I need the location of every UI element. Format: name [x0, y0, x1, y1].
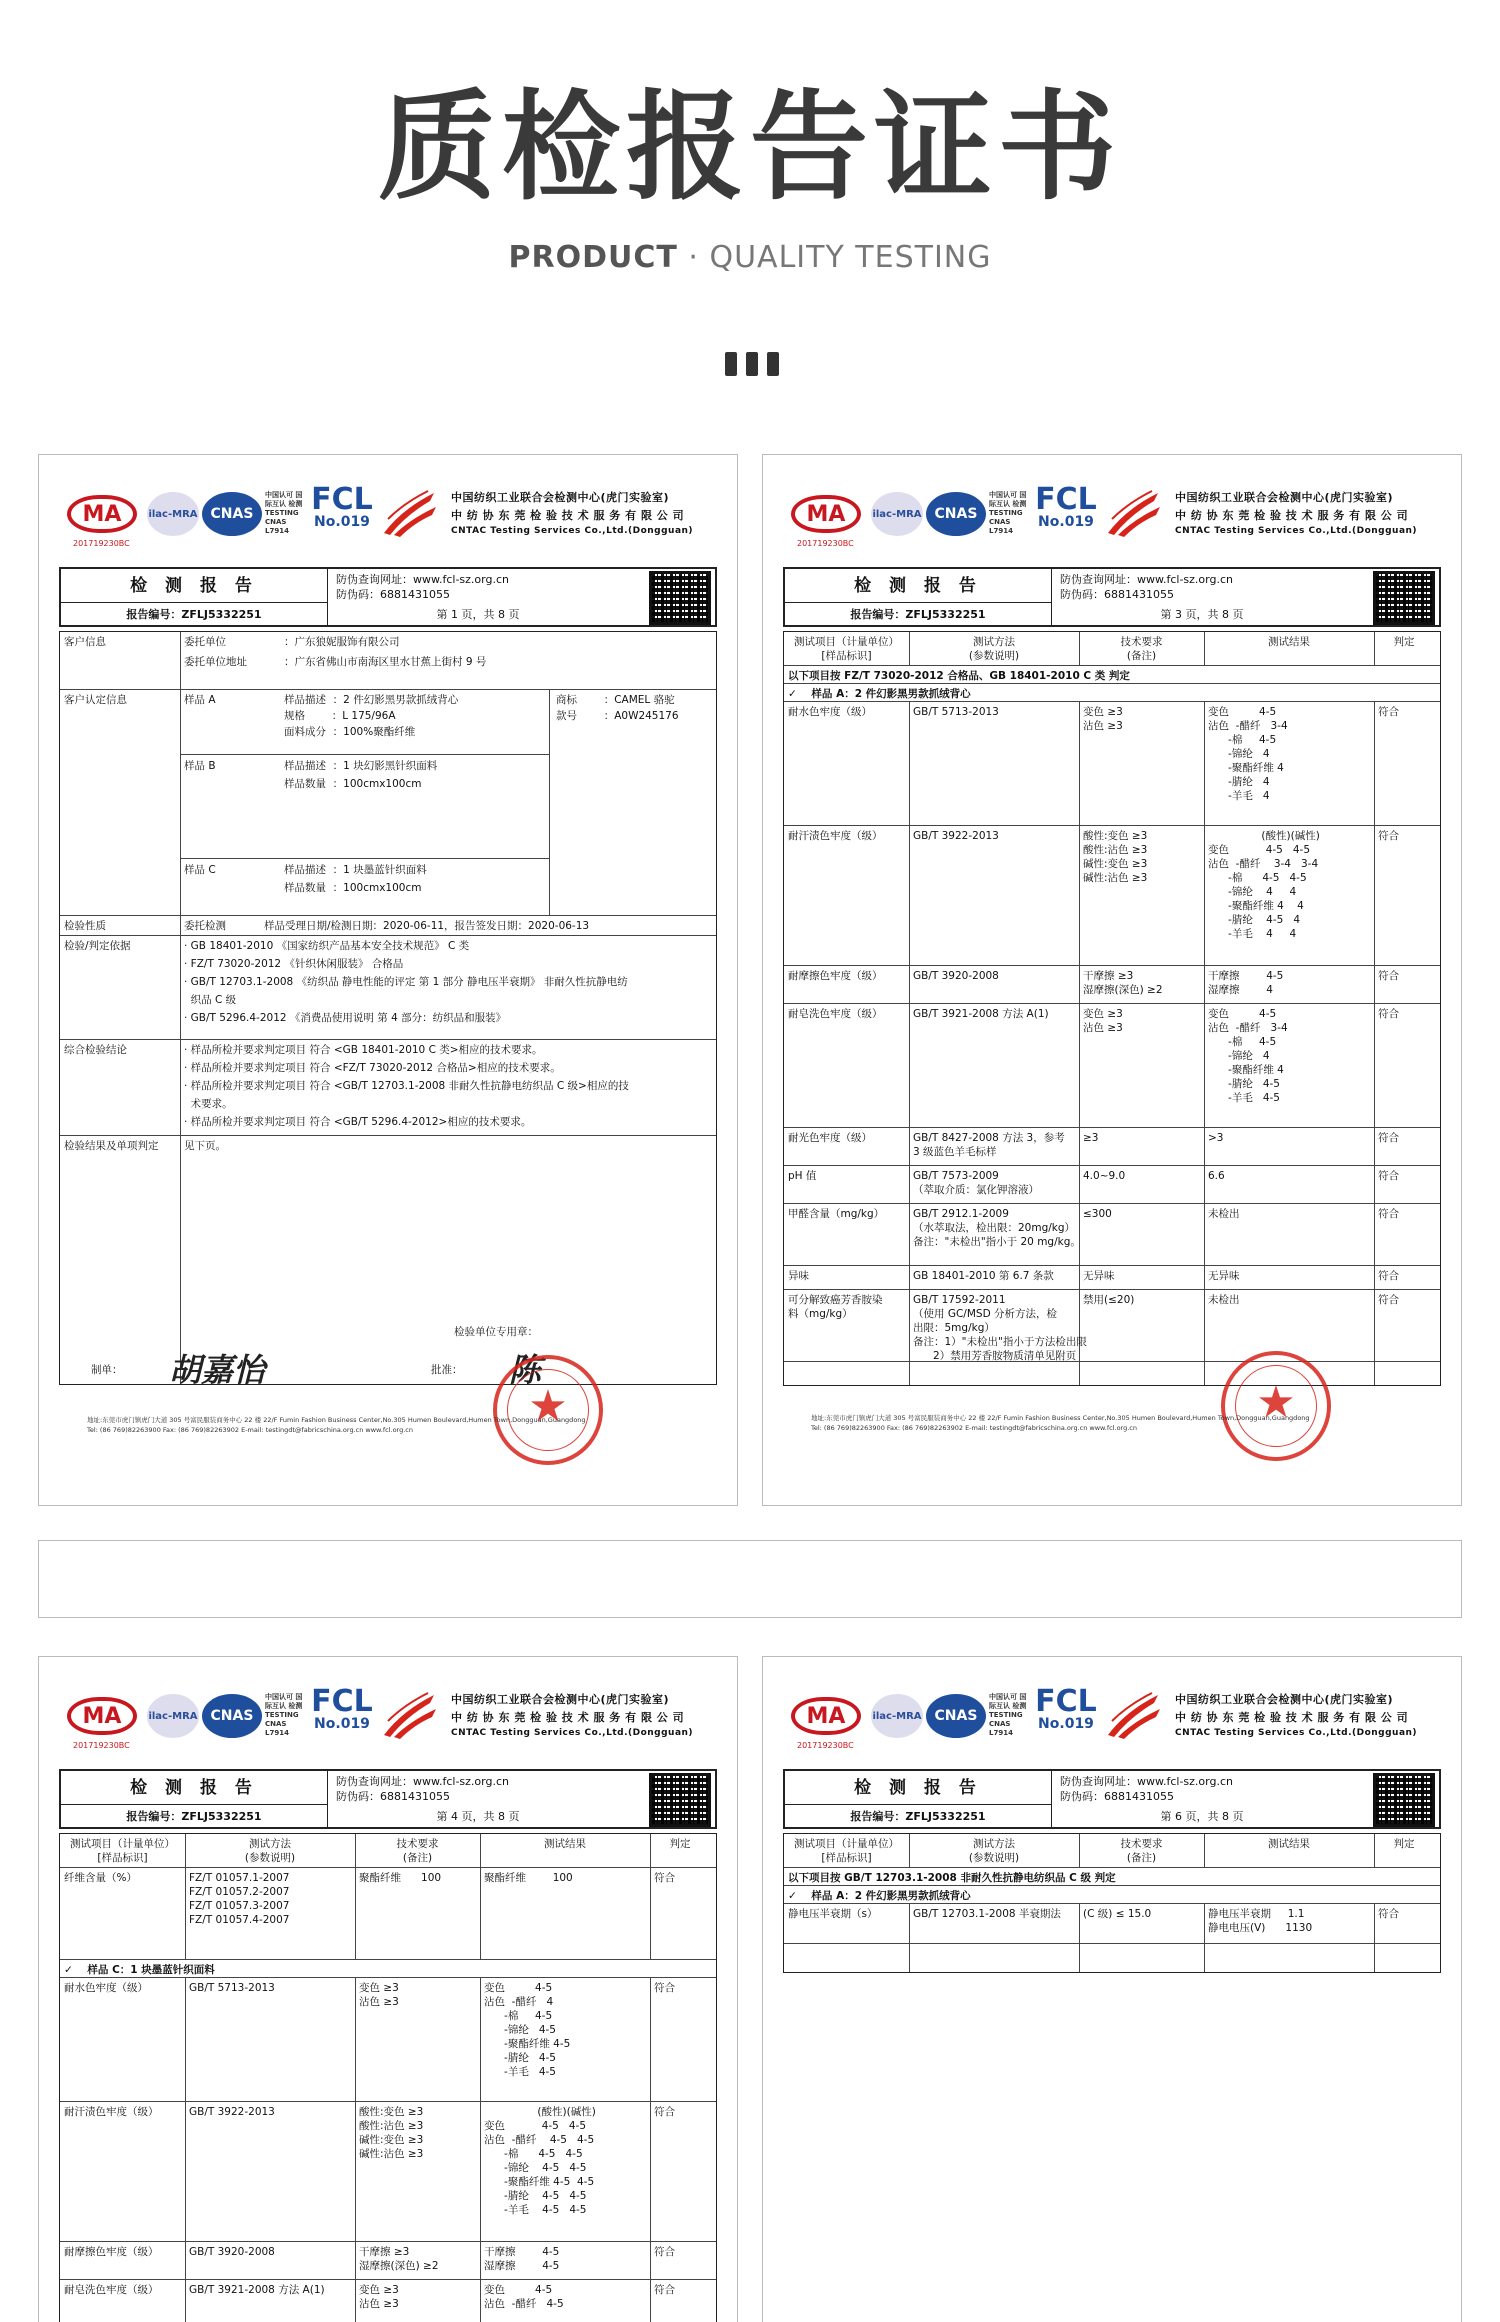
page-header — [0, 0, 1500, 420]
anti-fake-url: 防伪查询网址：www.fcl-sz.org.cn — [1060, 573, 1233, 586]
table-cell: 耐摩擦色牢度（级） — [788, 970, 883, 982]
table-cell: 符合 — [1378, 1008, 1399, 1020]
conclusion-3: · 样品所检并要求判定项目 符合 <GB/T 12703.1-2008 非耐久性抗静电纺织品 C 级>相应的技 — [184, 1080, 629, 1092]
inspection-type: 委托检测 — [184, 920, 226, 932]
subtitle-quality: QUALITY TESTING — [709, 240, 992, 275]
fcl-label: FCL — [311, 482, 373, 517]
report-title-box — [59, 567, 717, 627]
table-cell: 变色 4-5 沾色 -醋纤 4 -棉 4-5 -锦纶 4-5 -聚酯纤维 4-5 -腈纶 4-5 -羊毛 4-5 — [484, 1982, 571, 2078]
table-cell: GB/T 17592-2011 （使用 GC/MSD 分析方法，检 出限：5mg/kg） 备注：1）"未检出"指小于方法检出限 2）禁用芳香胺物质清单见附页 — [913, 1294, 1087, 1362]
table-cell: GB 18401-2010 第 6.7 条款 — [913, 1270, 1054, 1282]
flag-logo-icon — [1106, 489, 1161, 539]
org-name-en: CNTAC Testing Services Co.,Ltd.(Dongguan) — [1175, 526, 1418, 536]
table-row — [60, 1978, 716, 2102]
table-cell: 6.6 — [1208, 1170, 1225, 1182]
table-cell: 耐皂洗色牢度（级） — [788, 1008, 883, 1020]
table-cell: 变色 ≥3 沾色 ≥3 — [359, 1982, 399, 2008]
table-cell: 变色 4-5 沾色 -醋纤 3-4 -棉 4-5 -锦纶 4 -聚酯纤维 4 -腈纶 4 -羊毛 4 — [1208, 706, 1288, 802]
table-cell: GB/T 3921-2008 方法 A(1) — [189, 2284, 325, 2296]
conclusion-4: · 样品所检并要求判定项目 符合 <GB/T 5296.4-2012>相应的技术要求。 — [184, 1116, 532, 1128]
table-cell: GB/T 3920-2008 — [913, 970, 999, 982]
accreditation-mark-icon: 中国认可 国际互认 检测 TESTING CNAS L7914 — [265, 491, 303, 535]
table-cell: GB/T 3921-2008 方法 A(1) — [913, 1008, 1049, 1020]
table-cell: 变色 ≥3 沾色 ≥3 — [1083, 706, 1123, 732]
report-number: 报告编号：ZFLJ5332251 — [61, 1805, 328, 1829]
org-name-company: 中 纺 协 东 莞 检 验 技 术 服 务 有 限 公 司 — [1175, 509, 1409, 522]
table-row — [784, 702, 1440, 826]
results-table — [783, 631, 1441, 1386]
table-cell: 符合 — [1378, 970, 1399, 982]
cnas-logo-icon: CNAS — [202, 492, 262, 536]
column-header — [480, 1834, 650, 1854]
inspection-dates: 样品受理日期/检测日期：2020-06-11，报告签发日期：2020-06-13 — [264, 920, 590, 932]
sample-b-label: 样品 B — [184, 760, 216, 772]
table-cell: 静电压半衰期（s） — [788, 1908, 878, 1920]
conclusion-3-cont: 术要求。 — [184, 1098, 233, 1110]
maker-signature: 胡嘉怡 — [169, 1351, 266, 1389]
column-header-text: [样品标识] — [97, 1852, 148, 1864]
subtitle-product: PRODUCT — [508, 240, 678, 275]
table-cell: 变色 ≥3 沾色 ≥3 — [1083, 1008, 1123, 1034]
table-header — [784, 1834, 1440, 1868]
column-header — [909, 1834, 1079, 1868]
org-name-company: 中 纺 协 东 莞 检 验 技 术 服 务 有 限 公 司 — [451, 509, 685, 522]
report-card-page-4 — [38, 1656, 738, 2322]
footer-address: 地址:东莞市虎门镇虎门大道 305 号富民服装商务中心 22 楼 22/F Fumin Fashion Business Center,No.305 Humen Boulevard,Humen Town,Dongguan,Guangdong — [87, 1416, 586, 1424]
accreditation-mark-icon: 中国认可 国际互认 检测 TESTING CNAS L7914 — [265, 1693, 303, 1737]
table-cell: 干摩擦 4-5 湿摩擦 4-5 — [484, 2246, 560, 2272]
table-cell: 聚酯纤维 100 — [484, 1872, 573, 1884]
report-title-box — [783, 1769, 1441, 1829]
table-cell: 耐水色牢度（级） — [64, 1982, 148, 1994]
table-cell: GB/T 5713-2013 — [189, 1982, 275, 1994]
confirmed-info-label: 客户认定信息 — [64, 694, 127, 706]
official-seal-icon — [1221, 1351, 1331, 1461]
ilac-mra-logo-icon: ilac-MRA — [147, 492, 199, 536]
official-seal-icon — [493, 1355, 603, 1465]
cma-logo-icon: MA — [791, 1697, 861, 1735]
results-value: 见下页。 — [184, 1140, 226, 1152]
sample-a-spec: 规格 ：L 175/96A — [284, 710, 396, 722]
section-heading — [784, 1868, 1440, 1886]
table-cell: GB/T 12703.1-2008 半衰期法 — [913, 1908, 1061, 1920]
fcl-logo-icon — [1033, 1684, 1099, 1741]
basis-3-cont: 织品 C 级 — [184, 994, 237, 1006]
table-cell: 可分解致癌芳香胺染 料（mg/kg） — [788, 1294, 883, 1320]
org-name-company: 中 纺 协 东 莞 检 验 技 术 服 务 有 限 公 司 — [1175, 1711, 1409, 1724]
org-name-en: CNTAC Testing Services Co.,Ltd.(Dongguan) — [1175, 1728, 1418, 1738]
table-cell: 未检出 — [1208, 1208, 1240, 1220]
report-footer — [811, 1413, 1421, 1433]
client-key: 委托单位 — [184, 636, 226, 648]
fcl-logo-icon — [309, 1684, 375, 1741]
fcl-number: No.019 — [1038, 514, 1094, 530]
anti-fake-code: 防伪码：6881431055 — [1060, 588, 1174, 601]
table-row — [784, 1004, 1440, 1128]
table-header — [784, 632, 1440, 666]
cma-logo-icon: MA — [791, 495, 861, 533]
table-row — [784, 826, 1440, 966]
report-card-page-1 — [38, 454, 738, 1506]
anti-fake-info — [1060, 1774, 1233, 1804]
column-header-text: 测试结果 — [1268, 1838, 1310, 1850]
sample-c-label: 样品 C — [184, 864, 216, 876]
section-heading — [784, 666, 1440, 684]
table-row — [784, 966, 1440, 1004]
table-cell: pH 值 — [788, 1170, 817, 1182]
column-header-text: 测试方法 — [973, 1838, 1015, 1850]
table-cell: 未检出 — [1208, 1294, 1240, 1306]
basis-3: · GB/T 12703.1-2008 《纺织品 静电性能的评定 第 1 部分 静电压半衰期》 非耐久性抗静电纺 — [184, 976, 628, 988]
report-title-box — [783, 567, 1441, 627]
table-cell: 耐汗渍色牢度（级） — [788, 830, 883, 842]
table-cell: GB/T 3920-2008 — [189, 2246, 275, 2258]
column-header-text: (参数说明) — [968, 1852, 1020, 1864]
column-header — [909, 632, 1079, 666]
page-subtitle — [0, 240, 1500, 275]
sample-c-desc: 样品描述 ：1 块墨蓝针织面料 — [284, 864, 427, 876]
fcl-logo-icon — [309, 482, 375, 539]
table-cell: 符合 — [1378, 1294, 1399, 1306]
column-header-text: 技术要求 — [1120, 636, 1163, 648]
client-value: ：广东狼妮服饰有限公司 — [284, 636, 400, 648]
table-cell: 符合 — [654, 1982, 675, 1994]
table-cell: 变色 4-5 沾色 -醋纤 3-4 -棉 4-5 -锦纶 4 -聚酯纤维 4 -腈纶 4-5 -羊毛 4-5 — [1208, 1008, 1288, 1104]
ilac-mra-logo-icon: ilac-MRA — [147, 1694, 199, 1738]
spacer-panel — [38, 1540, 1462, 1618]
column-header-text: 测试结果 — [1268, 636, 1310, 648]
results-table — [783, 1833, 1441, 1973]
table-cell: 符合 — [1378, 1908, 1399, 1920]
sample-c-qty: 样品数量 ：100cmx100cm — [284, 882, 422, 894]
column-header-text: 判定 — [1393, 1838, 1415, 1850]
column-header-text: (参数说明) — [968, 650, 1020, 662]
anti-fake-code: 防伪码：6881431055 — [1060, 1790, 1174, 1803]
table-cell: 酸性:变色 ≥3 酸性:沾色 ≥3 碱性:变色 ≥3 碱性:沾色 ≥3 — [1083, 830, 1148, 884]
table-cell: 变色 ≥3 沾色 ≥3 — [359, 2284, 399, 2310]
page-number: 第 3 页，共 8 页 — [1160, 608, 1244, 621]
column-header-text: (备注) — [1126, 650, 1157, 662]
section-heading-text: 以下项目按 FZ/T 73020-2012 合格品、GB 18401-2010 C 类 判定 — [788, 670, 1130, 682]
column-header-text: (备注) — [402, 1852, 433, 1864]
sample-heading-text: ✓ 样品 A：2 件幻影黑男款抓绒背心 — [788, 688, 971, 700]
table-cell: GB/T 5713-2013 — [913, 706, 999, 718]
fcl-number: No.019 — [314, 1716, 370, 1732]
basis-label: 检验/判定依据 — [64, 940, 131, 952]
qr-code-icon — [1373, 1773, 1435, 1827]
table-cell: 异味 — [788, 1270, 809, 1282]
client-info-label: 客户信息 — [64, 636, 106, 648]
table-cell: (酸性)(碱性) 变色 4-5 4-5 沾色 -醋纤 3-4 3-4 -棉 4-5 4-5 -锦纶 4 4 -聚酯纤维 4 4 -腈纶 4-5 4 -羊毛 4 4 — [1208, 830, 1320, 940]
table-cell: GB/T 3922-2013 — [913, 830, 999, 842]
table-row — [784, 1204, 1440, 1266]
accreditation-mark-icon: 中国认可 国际互认 检测 TESTING CNAS L7914 — [989, 1693, 1027, 1737]
conclusion-1: · 样品所检并要求判定项目 符合 <GB 18401-2010 C 类>相应的技术要求。 — [184, 1044, 543, 1056]
table-cell: GB/T 3922-2013 — [189, 2106, 275, 2118]
column-header — [784, 1834, 909, 1868]
column-header-text: (备注) — [1126, 1852, 1157, 1864]
table-row — [60, 2102, 716, 2242]
table-cell: 符合 — [1378, 830, 1399, 842]
table-cell: 甲醛含量（mg/kg） — [788, 1208, 885, 1220]
table-cell: 符合 — [654, 2246, 675, 2258]
approver-label: 批准： — [431, 1364, 463, 1376]
column-header — [1079, 632, 1204, 666]
anti-fake-info — [1060, 572, 1233, 602]
footer-contact: Tel: (86 769)82263900 Fax: (86 769)82263902 E-mail: testingdt@fabricschina.org.cn www.fcl.org.cn — [87, 1426, 413, 1434]
table-cell: ≥3 — [1083, 1132, 1099, 1144]
table-row — [784, 1290, 1440, 1362]
table-cell: 符合 — [1378, 706, 1399, 718]
org-name-en: CNTAC Testing Services Co.,Ltd.(Dongguan) — [451, 526, 694, 536]
column-header-text: 测试结果 — [544, 1838, 586, 1850]
table-cell: GB/T 7573-2009 （萃取介质：氯化钾溶液） — [913, 1170, 1039, 1196]
column-header — [60, 1834, 185, 1868]
sample-heading — [784, 1886, 1440, 1904]
column-header-text: 测试方法 — [973, 636, 1015, 648]
sample-a-composition: 面料成分 ：100%聚酯纤维 — [284, 726, 416, 738]
conclusion-2: · 样品所检并要求判定项目 符合 <FZ/T 73020-2012 合格品>相应的技术要求。 — [184, 1062, 561, 1074]
cnas-logo-icon: CNAS — [926, 492, 986, 536]
table-cell: >3 — [1208, 1132, 1224, 1144]
table-header — [60, 1834, 716, 1868]
column-header — [1374, 1834, 1434, 1854]
fcl-label: FCL — [311, 1684, 373, 1719]
table-cell: 干摩擦 4-5 湿摩擦 4 — [1208, 970, 1284, 996]
results-label: 检验结果及单项判定 — [64, 1140, 159, 1152]
maker-label: 制单： — [91, 1364, 123, 1376]
divider-bars-icon — [725, 352, 781, 376]
basis-1: · GB 18401-2010 《国家纺织产品基本安全技术规范》 C 类 — [184, 940, 470, 952]
approver-signature: 陈 — [509, 1351, 542, 1389]
table-cell: 纤维含量（%） — [64, 1872, 137, 1884]
cma-number: 201719230BC — [73, 539, 130, 548]
column-header — [355, 1834, 480, 1868]
table-cell: 无异味 — [1083, 1270, 1115, 1282]
report-body — [59, 631, 717, 1385]
cma-number: 201719230BC — [73, 1741, 130, 1750]
report-title: 检 测 报 告 — [785, 1771, 1052, 1805]
results-table — [59, 1833, 717, 2322]
footer-address: 地址:东莞市虎门镇虎门大道 305 号富民服装商务中心 22 楼 22/F Fumin Fashion Business Center,No.305 Humen Boulevard,Humen Town,Dongguan,Guangdong — [811, 1414, 1310, 1422]
table-cell: 酸性:变色 ≥3 酸性:沾色 ≥3 碱性:变色 ≥3 碱性:沾色 ≥3 — [359, 2106, 424, 2160]
table-cell: 符合 — [1378, 1132, 1399, 1144]
table-cell: 耐汗渍色牢度（级） — [64, 2106, 159, 2118]
anti-fake-url: 防伪查询网址：www.fcl-sz.org.cn — [1060, 1775, 1233, 1788]
page-number: 第 1 页，共 8 页 — [436, 608, 520, 621]
flag-logo-icon — [382, 489, 437, 539]
anti-fake-info — [336, 1774, 509, 1804]
style-no: 款号 ：A0W245176 — [556, 710, 679, 722]
table-cell: 耐皂洗色牢度（级） — [64, 2284, 159, 2296]
cma-number: 201719230BC — [797, 539, 854, 548]
column-header — [650, 1834, 710, 1854]
brand: 商标 ：CAMEL 骆驼 — [556, 694, 675, 706]
table-cell: 耐摩擦色牢度（级） — [64, 2246, 159, 2258]
stamp-label: 检验单位专用章： — [454, 1326, 538, 1338]
org-name-cn: 中国纺织工业联合会检测中心(虎门实验室) — [451, 1693, 670, 1706]
sample-b-desc: 样品描述 ：1 块幻影黑针织面料 — [284, 760, 438, 772]
report-header — [67, 1685, 717, 1760]
table-cell: 符合 — [1378, 1208, 1399, 1220]
column-header-text: 测试项目（计量单位） — [794, 636, 899, 648]
table-cell: 聚酯纤维 100 — [359, 1872, 442, 1884]
table-row — [784, 1166, 1440, 1204]
qr-code-icon — [649, 1773, 711, 1827]
report-title: 检 测 报 告 — [61, 1771, 328, 1805]
table-cell: 干摩擦 ≥3 湿摩擦(深色) ≥2 — [1083, 970, 1163, 996]
report-title: 检 测 报 告 — [785, 569, 1052, 603]
org-name-cn: 中国纺织工业联合会检测中心(虎门实验室) — [1175, 1693, 1394, 1706]
sample-a-desc: 样品描述 ：2 件幻影黑男款抓绒背心 — [284, 694, 459, 706]
inspection-type-label: 检验性质 — [64, 920, 106, 932]
table-cell: (C 级) ≤ 15.0 — [1083, 1908, 1152, 1920]
cnas-logo-icon: CNAS — [202, 1694, 262, 1738]
column-header-text: [样品标识] — [821, 1852, 872, 1864]
column-header — [185, 1834, 355, 1868]
sample-a-label: 样品 A — [184, 694, 216, 706]
report-title: 检 测 报 告 — [61, 569, 328, 603]
basis-4: · GB/T 5296.4-2012 《消费品使用说明 第 4 部分：纺织品和服装》 — [184, 1012, 507, 1024]
org-name-cn: 中国纺织工业联合会检测中心(虎门实验室) — [451, 491, 670, 504]
page-number: 第 4 页，共 8 页 — [436, 1810, 520, 1823]
column-header-text: 测试项目（计量单位） — [70, 1838, 175, 1850]
table-row — [60, 1868, 716, 1960]
sample-heading-text: ✓ 样品 C：1 块墨蓝针织面料 — [64, 1964, 215, 1976]
anti-fake-url: 防伪查询网址：www.fcl-sz.org.cn — [336, 1775, 509, 1788]
sample-b-qty: 样品数量 ：100cmx100cm — [284, 778, 422, 790]
table-cell: 变色 4-5 沾色 -醋纤 4-5 — [484, 2284, 564, 2310]
client-address-key: 委托单位地址 — [184, 656, 247, 668]
footer-contact: Tel: (86 769)82263900 Fax: (86 769)82263902 E-mail: testingdt@fabricschina.org.cn www.fcl.org.cn — [811, 1424, 1137, 1432]
table-cell: GB/T 2912.1-2009 （水萃取法，检出限：20mg/kg） 备注："未检出"指小于 20 mg/kg。 — [913, 1208, 1081, 1248]
report-card-page-3 — [762, 454, 1462, 1506]
table-row — [784, 1266, 1440, 1290]
report-footer — [87, 1415, 697, 1435]
anti-fake-info — [336, 572, 509, 602]
cma-logo-icon: MA — [67, 1697, 137, 1735]
column-header — [784, 632, 909, 666]
table-cell: 耐水色牢度（级） — [788, 706, 872, 718]
table-cell: 符合 — [1378, 1270, 1399, 1282]
org-name-en: CNTAC Testing Services Co.,Ltd.(Dongguan) — [451, 1728, 694, 1738]
table-cell: 干摩擦 ≥3 湿摩擦(深色) ≥2 — [359, 2246, 439, 2272]
fcl-label: FCL — [1035, 1684, 1097, 1719]
cnas-logo-icon: CNAS — [926, 1694, 986, 1738]
table-cell: 符合 — [654, 2284, 675, 2296]
report-number: 报告编号：ZFLJ5332251 — [785, 603, 1052, 627]
table-cell: 符合 — [1378, 1170, 1399, 1182]
cma-logo-icon: MA — [67, 495, 137, 533]
conclusion-label: 综合检验结论 — [64, 1044, 127, 1056]
column-header-text: 判定 — [669, 1838, 691, 1850]
ilac-mra-logo-icon: ilac-MRA — [871, 1694, 923, 1738]
sample-heading — [784, 684, 1440, 702]
column-header — [1204, 632, 1374, 652]
page-title: 质检报告证书 — [377, 78, 1122, 216]
qr-code-icon — [1373, 571, 1435, 625]
column-header-text: 测试方法 — [249, 1838, 291, 1850]
table-cell: 无异味 — [1208, 1270, 1240, 1282]
ilac-mra-logo-icon: ilac-MRA — [871, 492, 923, 536]
column-header-text: 测试项目（计量单位） — [794, 1838, 899, 1850]
sample-heading — [60, 1960, 716, 1978]
page-number: 第 6 页，共 8 页 — [1160, 1810, 1244, 1823]
report-card-page-6 — [762, 1656, 1462, 2322]
org-name-cn: 中国纺织工业联合会检测中心(虎门实验室) — [1175, 491, 1394, 504]
client-address-value: ：广东省佛山市南海区里水甘蕉上街村 9 号 — [284, 656, 487, 668]
table-cell: GB/T 8427-2008 方法 3，参考 3 级蓝色羊毛标样 — [913, 1132, 1065, 1158]
table-cell: 4.0~9.0 — [1083, 1170, 1126, 1182]
column-header-text: 技术要求 — [396, 1838, 439, 1850]
report-header — [791, 1685, 1441, 1760]
flag-logo-icon — [382, 1691, 437, 1741]
column-header — [1079, 1834, 1204, 1868]
table-cell: 禁用(≤20) — [1083, 1294, 1135, 1306]
cma-number: 201719230BC — [797, 1741, 854, 1750]
table-cell: ≤300 — [1083, 1208, 1112, 1220]
column-header-text: 技术要求 — [1120, 1838, 1163, 1850]
accreditation-mark-icon: 中国认可 国际互认 检测 TESTING CNAS L7914 — [989, 491, 1027, 535]
table-cell: 静电压半衰期 1.1 静电电压(V) 1130 — [1208, 1908, 1313, 1934]
column-header — [1204, 1834, 1374, 1854]
column-header — [1374, 632, 1434, 652]
anti-fake-code: 防伪码：6881431055 — [336, 588, 450, 601]
fcl-number: No.019 — [314, 514, 370, 530]
column-header-text: (参数说明) — [244, 1852, 296, 1864]
table-cell: 符合 — [654, 2106, 675, 2118]
basis-2: · FZ/T 73020-2012 《针织休闲服装》 合格品 — [184, 958, 404, 970]
table-row — [60, 2242, 716, 2280]
table-row — [60, 2280, 716, 2322]
subtitle-dot: · — [688, 240, 699, 275]
column-header-text: 判定 — [1393, 636, 1415, 648]
fcl-number: No.019 — [1038, 1716, 1094, 1732]
anti-fake-url: 防伪查询网址：www.fcl-sz.org.cn — [336, 573, 509, 586]
section-heading-text: 以下项目按 GB/T 12703.1-2008 非耐久性抗静电纺织品 C 级 判定 — [788, 1872, 1116, 1884]
qr-code-icon — [649, 571, 711, 625]
table-row — [784, 1904, 1440, 1944]
table-cell: 耐光色牢度（级） — [788, 1132, 872, 1144]
table-cell: (酸性)(碱性) 变色 4-5 4-5 沾色 -醋纤 4-5 4-5 -棉 4-5 4-5 -锦纶 4-5 4-5 -聚酯纤维 4-5 4-5 -腈纶 4-5 4-5 -羊毛 4-5 4-5 — [484, 2106, 596, 2216]
report-header — [791, 483, 1441, 558]
report-header — [67, 483, 717, 558]
anti-fake-code: 防伪码：6881431055 — [336, 1790, 450, 1803]
org-name-company: 中 纺 协 东 莞 检 验 技 术 服 务 有 限 公 司 — [451, 1711, 685, 1724]
fcl-logo-icon — [1033, 482, 1099, 539]
sample-heading-text: ✓ 样品 A：2 件幻影黑男款抓绒背心 — [788, 1890, 971, 1902]
flag-logo-icon — [1106, 1691, 1161, 1741]
table-row — [784, 1128, 1440, 1166]
report-number: 报告编号：ZFLJ5332251 — [785, 1805, 1052, 1829]
report-number: 报告编号：ZFLJ5332251 — [61, 603, 328, 627]
table-cell: 符合 — [654, 1872, 675, 1884]
report-title-box — [59, 1769, 717, 1829]
fcl-label: FCL — [1035, 482, 1097, 517]
table-cell: FZ/T 01057.1-2007 FZ/T 01057.2-2007 FZ/T 01057.3-2007 FZ/T 01057.4-2007 — [189, 1872, 290, 1926]
column-header-text: [样品标识] — [821, 650, 872, 662]
